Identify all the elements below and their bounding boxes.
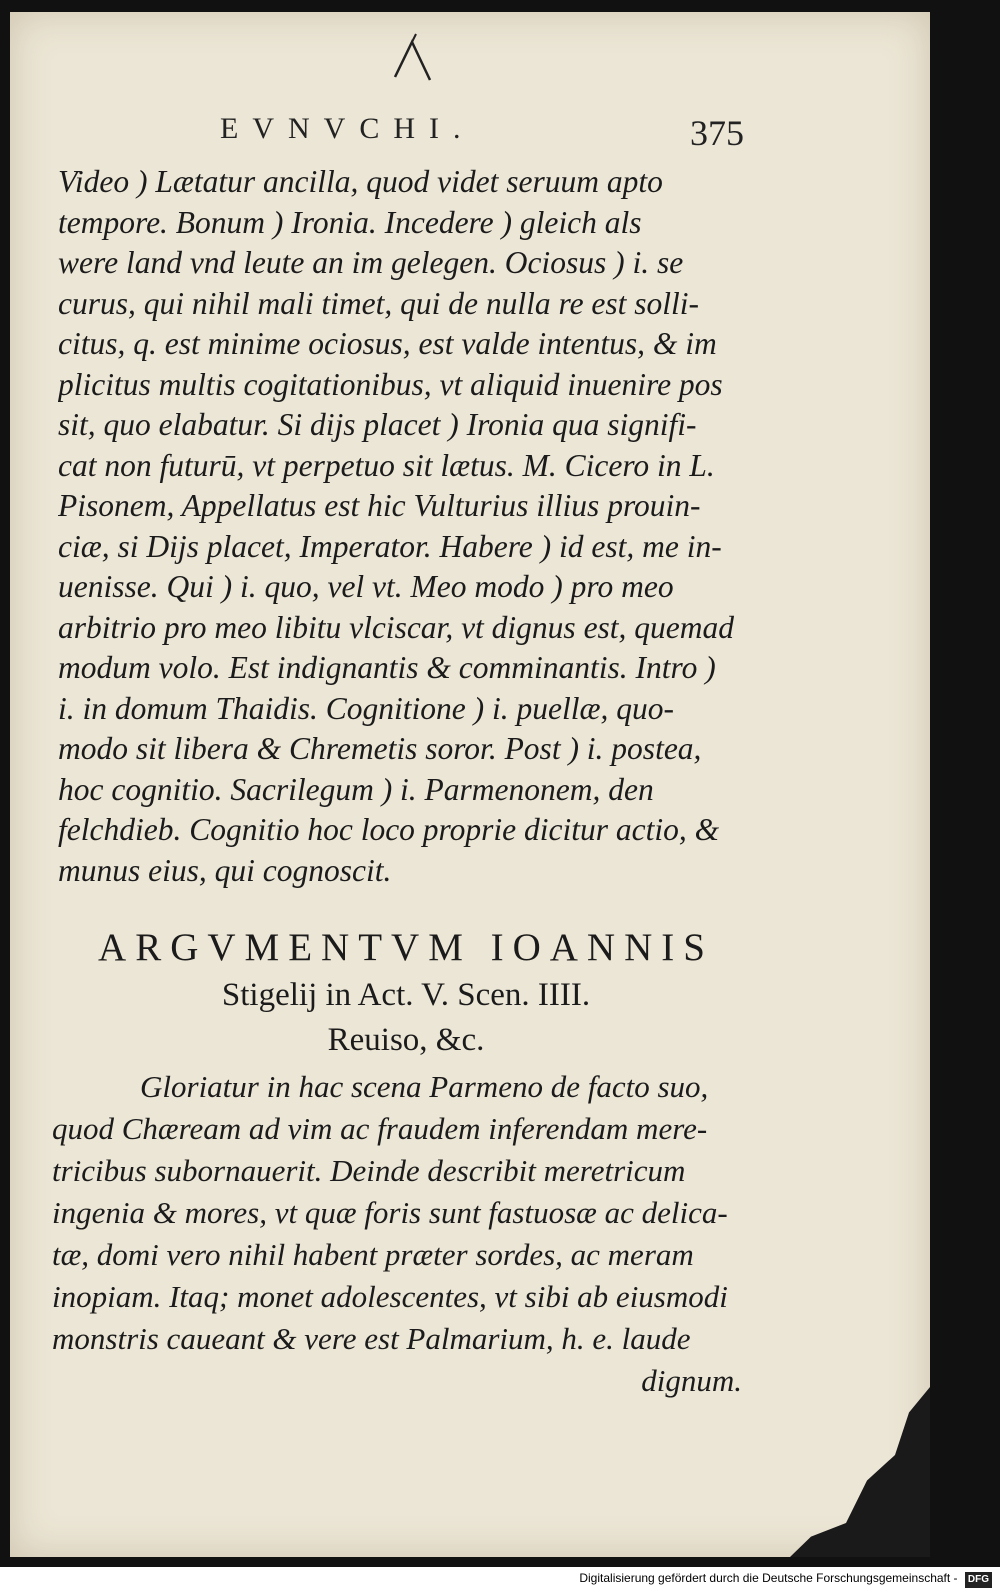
digitization-footer	[0, 1567, 1000, 1589]
text-line: modo sit libera & Chremetis soror. Post ) i. postea,	[58, 731, 702, 766]
text-line: Gloriatur in hac scena Parmeno de facto suo,	[140, 1069, 709, 1104]
text-line: ciæ, si Dijs placet, Imperator. Habere ) id est, me in-	[58, 528, 722, 564]
text-line: cat non futurū, vt perpetuo sit lætus. M. Cicero in L.	[58, 447, 715, 483]
text-line: modum volo. Est indignantis & comminantis. Intro )	[58, 650, 716, 685]
text-line: uenisse. Qui ) i. quo, vel vt. Meo modo ) pro meo	[58, 569, 674, 604]
text-line: sit, quo elabatur. Si dijs placet ) Ironia qua signifi-	[58, 407, 697, 442]
catchword: dignum.	[641, 1363, 742, 1398]
text-line: hoc cognitio. Sacrilegum ) i. Parmenonem, den	[58, 771, 654, 807]
text-line: tricibus subornauerit. Deinde describit meretricum	[52, 1153, 686, 1188]
text-line: plicitus multis cogitationibus, vt aliquid inuenire pos	[58, 366, 723, 402]
text-line: citus, q. est minime ociosus, est valde intentus, & im	[58, 326, 717, 361]
text-line: inopiam. Itaq; monet adolescentes, vt sibi ab eiusmodi	[52, 1279, 728, 1314]
text-line: ingenia & mores, vt quæ foris sunt fastuosæ ac delica-	[52, 1195, 728, 1230]
page-number: 375	[690, 113, 744, 153]
text-line: quod Chæream ad vim ac fraudem inferendam mere-	[52, 1111, 708, 1146]
argument-heading	[56, 924, 756, 1062]
text-line: monstris caueant & vere est Palmarium, h. e. laude	[52, 1321, 691, 1356]
text-line: i. in domum Thaidis. Cognitione ) i. puellæ, quo-	[58, 690, 675, 726]
text-line: arbitrio pro meo libitu vlciscar, vt dignus est, quemad	[58, 609, 735, 645]
running-title: EVNVCHI.	[220, 112, 475, 145]
text-line: tempore. Bonum ) Ironia. Incedere ) gleich als	[58, 204, 642, 240]
heading-subtitle: Stigelij in Act. V. Scen. IIII.	[221, 977, 591, 1013]
heading-title: ARGVMENTVM IOANNIS	[98, 926, 714, 969]
text-line: tæ, domi vero nihil habent præter sordes, ac meram	[52, 1237, 694, 1272]
pen-mark-icon	[390, 32, 440, 82]
text-line: Video ) Lætatur ancilla, quod videt seruum apto	[58, 164, 663, 199]
heading-incipit: Reuiso, &c.	[327, 1022, 485, 1058]
torn-corner	[790, 1387, 930, 1557]
text-line: Pisonem, Appellatus est hic Vulturius illius prouin-	[58, 488, 701, 523]
text-line: were land vnd leute an im gelegen. Ociosus ) i. se	[58, 245, 684, 280]
footer-text: Digitalisierung gefördert durch die Deutsche Forschungsgemeinschaft -	[579, 1571, 958, 1585]
dfg-logo: DFG	[965, 1572, 992, 1588]
book-page	[10, 12, 930, 1557]
commentary-text	[58, 162, 758, 891]
text-line: felchdieb. Cognitio hoc loco proprie dicitur actio, &	[58, 812, 720, 847]
text-line: curus, qui nihil mali timet, qui de nulla re est solli-	[58, 285, 700, 321]
argument-paragraph	[52, 1066, 762, 1402]
text-line: munus eius, qui cognoscit.	[58, 852, 392, 888]
